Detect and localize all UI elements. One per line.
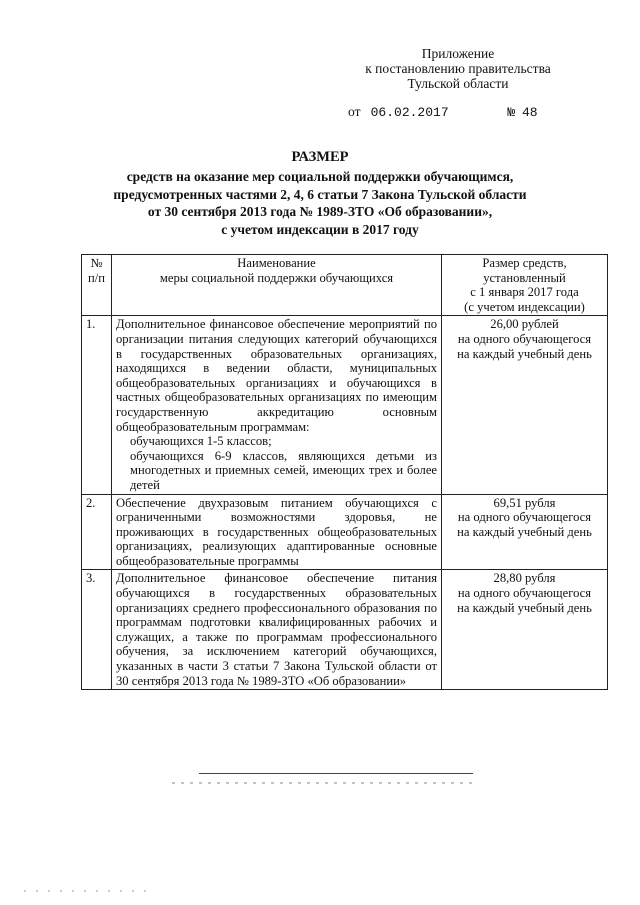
decree-number: 48 [521, 105, 538, 120]
row-amount: 28,80 рубля на одного обучающегося на каждый учебный день [442, 570, 608, 690]
header-name: Наименование меры социальной поддержки обучающихся [112, 255, 442, 316]
row-description: Обеспечение двухразовым питанием обучающихся с ограниченными возможностями здоровья, не проживающих в государственных общеобразовательных организациях, реализующих адаптированные основные общеобразовательные программы [112, 494, 442, 570]
table-row [82, 494, 608, 570]
document-subtitle [70, 168, 570, 238]
date-label: от [348, 104, 361, 119]
row-number: 3. [82, 570, 112, 690]
subtitle-line: с учетом индексации в 2017 году [221, 221, 419, 237]
subtitle-line: от 30 сентября 2013 года № 1989-ЗТО «Об образовании», [147, 204, 493, 219]
support-measures-table [81, 254, 608, 690]
subtitle-line: средств на оказание мер социальной поддержки обучающимся, [126, 169, 514, 184]
scan-artifact [24, 890, 154, 892]
decree-date-line [348, 104, 538, 120]
row-description: Дополнительное финансовое обеспечение питания обучающихся в государственных образовательных организациях среднего профессионального образования по программам подготовки квалифицированных рабочих и служащих, а также по программам профессионального обучения, за исключением категорий обучающихся, указанных в части 3 статьи 7 Закона Тульской области от 30 сентября 2013 года № 1989-ЗТО «Об образовании» [112, 570, 442, 690]
subtitle-line: предусмотренных частями 2, 4, 6 статьи 7 Закона Тульской области [113, 186, 527, 202]
decree-date: 06.02.2017 [370, 105, 449, 120]
row-amount: 69,51 рубля на одного обучающегося на каждый учебный день [442, 494, 608, 570]
row-amount: 26,00 рублей на одного обучающегося на каждый учебный день [442, 316, 608, 494]
header-num: № п/п [82, 255, 112, 316]
appendix-header [352, 46, 564, 91]
header-size: Размер средств, установленный с 1 января 2017 года (с учетом индексации) [442, 255, 608, 316]
document-title: РАЗМЕР [291, 149, 349, 165]
row-number: 1. [82, 316, 112, 494]
scan-artifact [172, 782, 472, 784]
row-number: 2. [82, 494, 112, 570]
table-header-row [82, 255, 608, 316]
table-row [82, 570, 608, 690]
appendix-line: Приложение [421, 46, 495, 61]
row-description: Дополнительное финансовое обеспечение мероприятий по организации питания следующих категорий обучающихся в государственных образовательных организациях, находящихся в ведении области, муниципальных общеобразовательных организациях и обучающихся в частных общеобразовательных организациях по имеющим государственную аккредитацию основным общеобразовательным программам: обучающихся 1-5 классов; обучающихся 6-9 классов, являющихся детьми из многодетных и приемных семей, имеющих трех и более детей [112, 316, 442, 494]
table-row [82, 316, 608, 494]
appendix-line: к постановлению правительства [365, 61, 551, 76]
number-label: № [507, 105, 516, 120]
appendix-line: Тульской области [407, 76, 509, 91]
closing-rule [199, 773, 473, 774]
